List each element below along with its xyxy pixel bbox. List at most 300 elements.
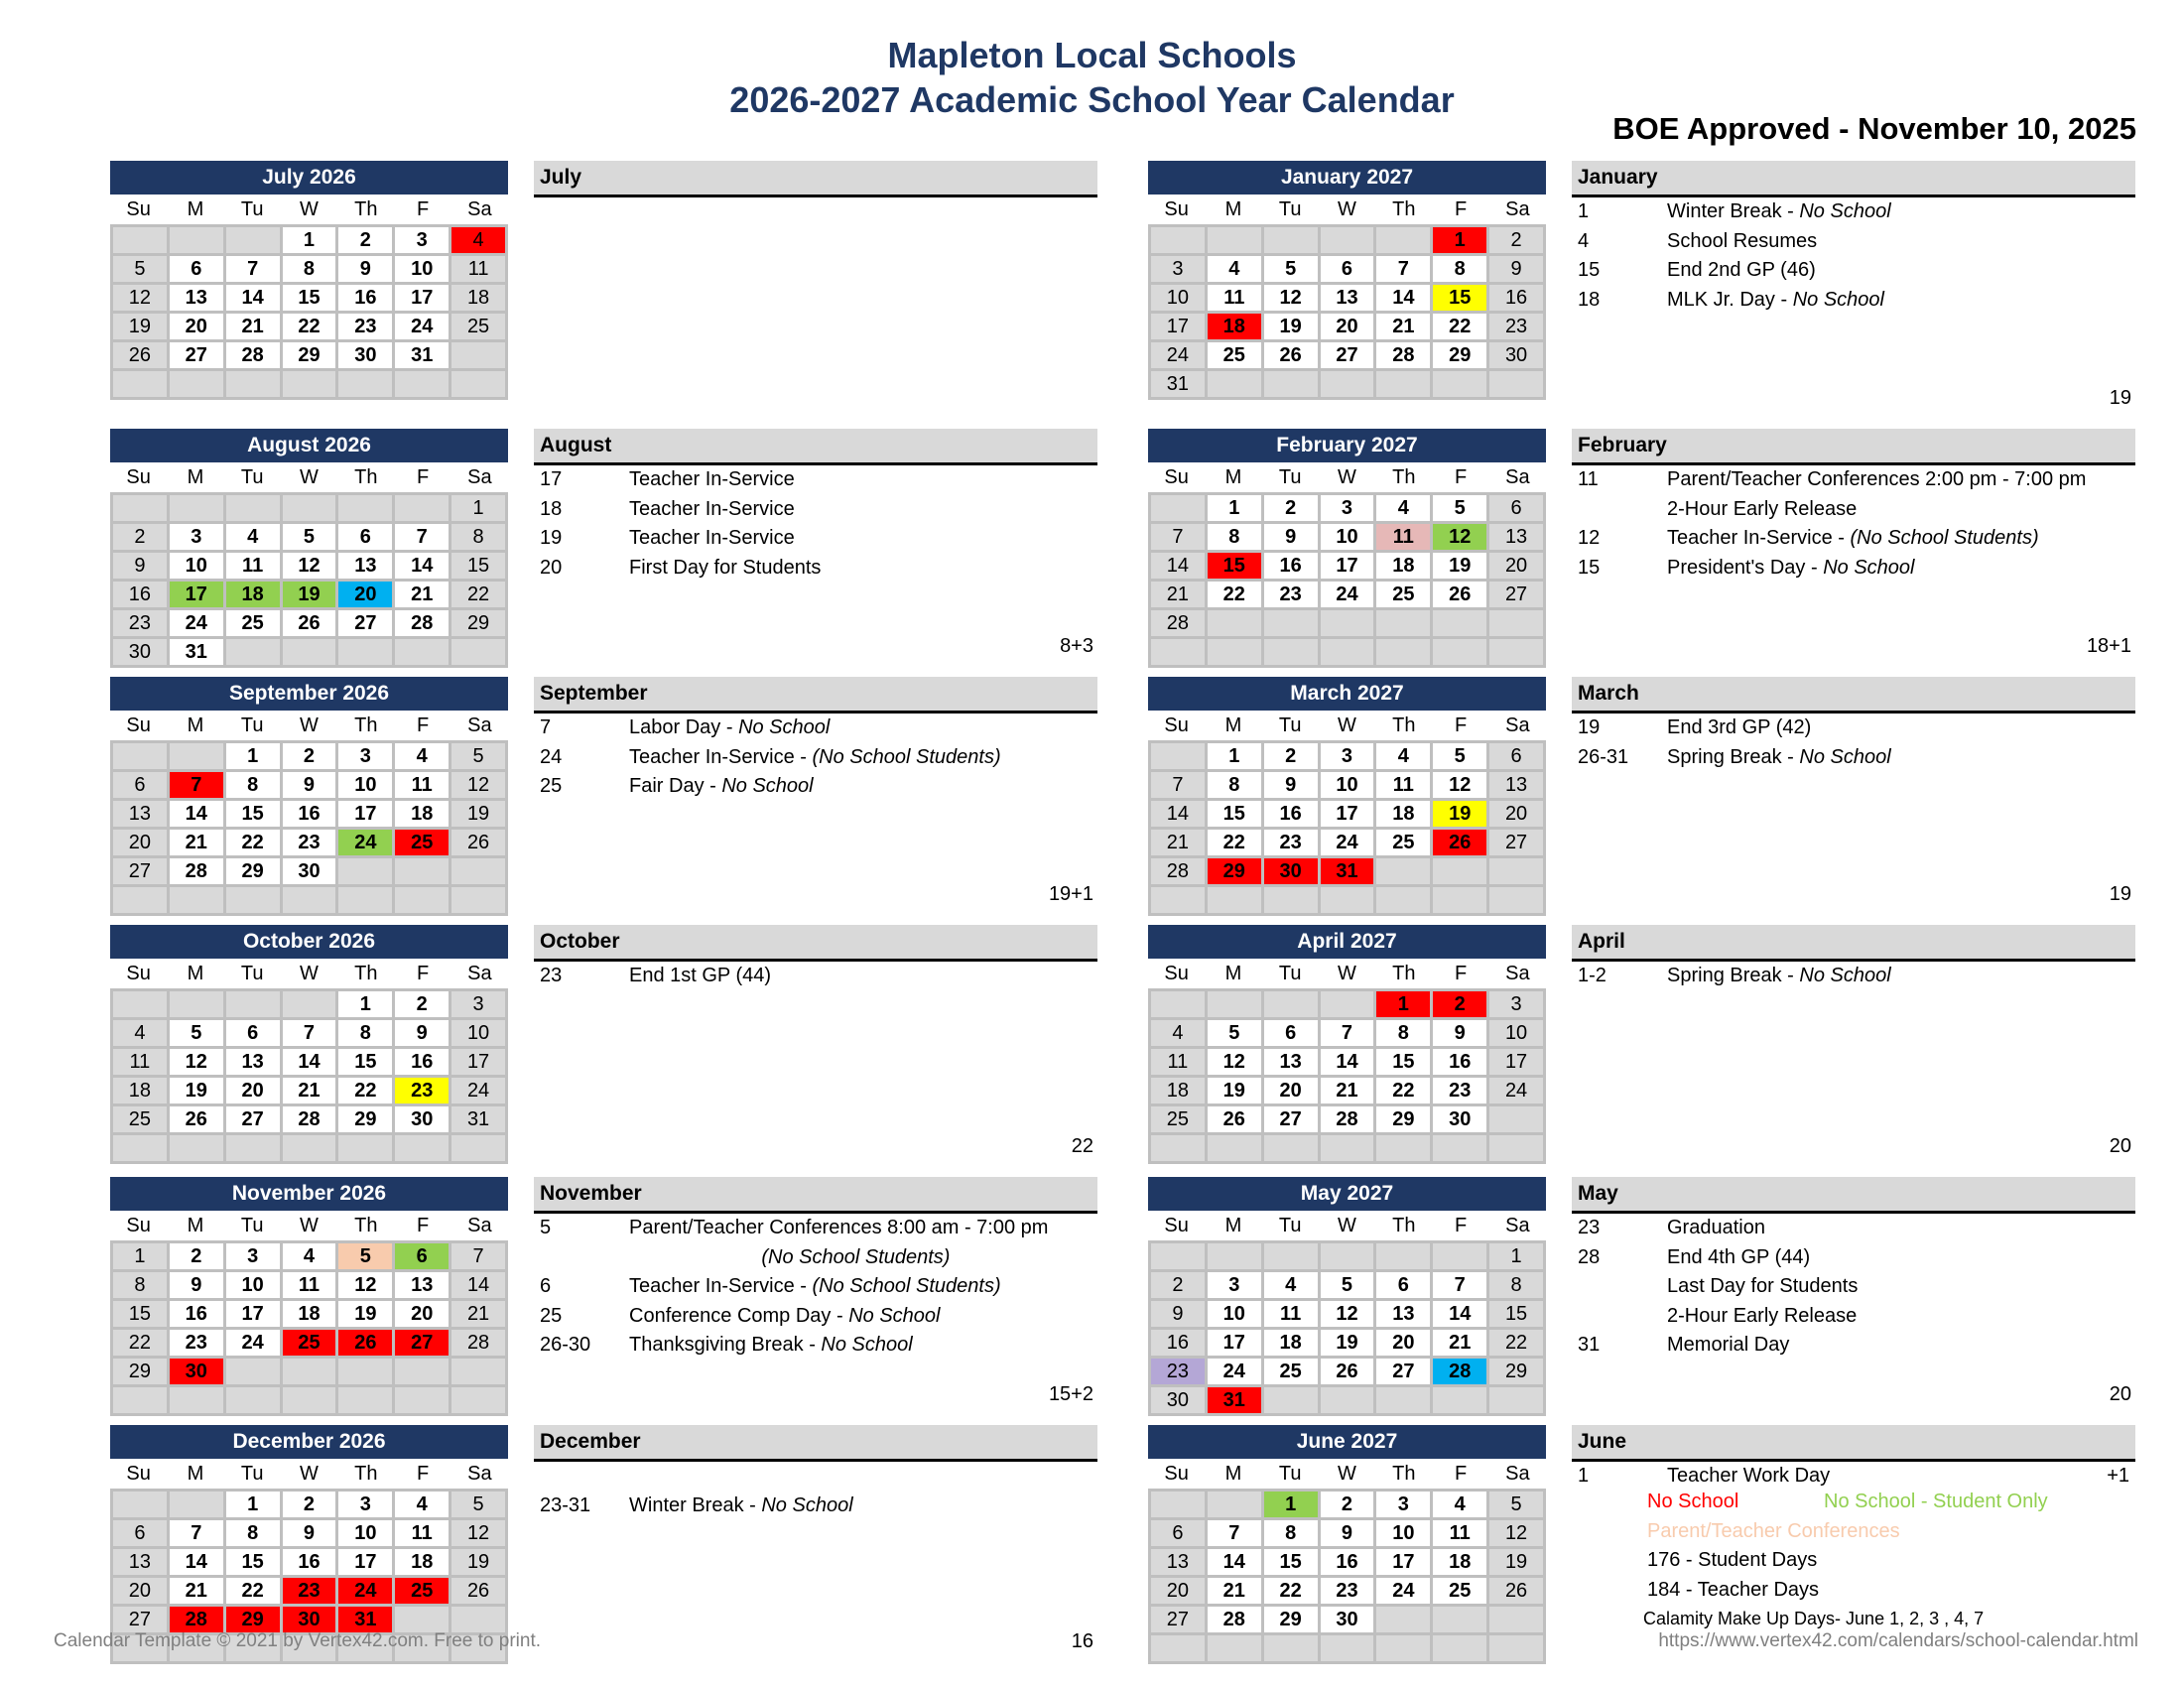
day-cell: 8 (1376, 1020, 1430, 1046)
day-cell: 6 (1376, 1272, 1430, 1298)
event-text (1667, 465, 2086, 495)
day-cell: 5 (1433, 743, 1486, 769)
day-cell: 10 (451, 1020, 505, 1046)
day-cell: 2 (283, 743, 336, 769)
day-cell: 27 (1489, 582, 1543, 607)
event-date: 7 (540, 716, 552, 738)
event-date: 4 (1578, 229, 1590, 252)
day-cell: 3 (1489, 991, 1543, 1017)
weekday-label: W (1338, 466, 1356, 488)
month-notes (534, 429, 1097, 583)
event-date: 12 (1578, 527, 1601, 549)
day-cell: 3 (338, 1492, 392, 1517)
day-cell: 3 (451, 991, 505, 1017)
weekday-label: F (416, 1463, 430, 1485)
event-label: Teacher In-Service (629, 468, 795, 490)
day-cell: 18 (1376, 553, 1430, 579)
event-note: No School (1799, 200, 1891, 222)
weekday-label: Sa (467, 963, 492, 984)
day-cell: 30 (1264, 858, 1318, 884)
weekday-label: Tu (1278, 1463, 1302, 1485)
day-cell: 30 (1489, 342, 1543, 368)
day-cell: 17 (1489, 1049, 1543, 1075)
day-grid (1148, 1240, 1546, 1416)
empty-cell (1433, 1387, 1486, 1413)
day-cell: 21 (283, 1078, 336, 1103)
event-date: 19 (540, 527, 563, 549)
day-cell: 22 (1208, 830, 1261, 855)
weekday-label: F (1454, 198, 1468, 220)
day-cell: 11 (451, 256, 505, 282)
event-label: School Resumes (1667, 229, 1818, 252)
weekday-label: Sa (1505, 1215, 1530, 1236)
month-calendar (1148, 1177, 1546, 1416)
weekday-label: Su (1164, 1215, 1189, 1236)
weekday-label: Su (1164, 466, 1189, 488)
day-cell: 7 (1208, 1520, 1261, 1546)
weekday-label: Sa (1505, 1463, 1530, 1485)
event-row (1572, 495, 2135, 525)
day-cell: 30 (283, 858, 336, 884)
month-notes (1572, 161, 2135, 315)
event-row (534, 1302, 1097, 1332)
day-cell: 7 (1151, 772, 1205, 798)
event-date: 26-30 (540, 1334, 591, 1356)
day-cell: 24 (1208, 1359, 1261, 1384)
weekday-label: F (416, 466, 430, 488)
day-cell: 23 (395, 1078, 449, 1103)
weekday-label: Tu (240, 714, 264, 736)
day-cell: 24 (338, 830, 392, 855)
weekday-label: Su (126, 466, 151, 488)
event-date: 23 (1578, 1217, 1601, 1238)
day-cell: 26 (113, 342, 167, 368)
approval-note: BOE Approved - November 10, 2025 (1612, 111, 2136, 146)
event-label: Graduation (1667, 1217, 1765, 1238)
weekday-label: Th (1392, 466, 1416, 488)
event-row (534, 1492, 1097, 1521)
day-cell: 9 (1489, 256, 1543, 282)
event-text (1667, 1331, 1789, 1361)
day-cell: 9 (1264, 524, 1318, 550)
day-cell: 20 (1376, 1330, 1430, 1356)
day-cell: 29 (338, 1106, 392, 1132)
empty-cell (170, 1492, 223, 1517)
day-cell: 29 (1433, 342, 1486, 368)
event-text (1667, 1214, 1765, 1243)
day-cell: 11 (395, 772, 449, 798)
day-cell: 9 (1433, 1020, 1486, 1046)
legend (1578, 1488, 2141, 1634)
day-cell: 25 (1376, 582, 1430, 607)
day-cell: 1 (1264, 1492, 1318, 1517)
empty-cell (1433, 1243, 1486, 1269)
event-text (1667, 227, 1817, 257)
day-cell: 23 (1321, 1578, 1374, 1604)
day-cell: 2 (113, 524, 167, 550)
day-cell: 6 (1264, 1020, 1318, 1046)
weekday-label: W (300, 714, 319, 736)
month-title: July 2026 (110, 161, 508, 195)
day-count: 19+1 (1048, 883, 1093, 905)
day-cell: 18 (451, 285, 505, 311)
empty-cell (395, 371, 449, 397)
day-cell: 9 (1151, 1301, 1205, 1327)
event-note: (No School Students) (812, 745, 1001, 768)
event-label: Winter Break - (629, 1493, 762, 1516)
empty-cell (1321, 227, 1374, 253)
day-cell: 22 (1433, 314, 1486, 339)
weekday-label: Sa (1505, 714, 1530, 736)
empty-cell (1264, 1243, 1318, 1269)
empty-cell (451, 887, 505, 913)
notes-title: March (1572, 677, 2135, 714)
event-row (1572, 1331, 2135, 1361)
weekday-label: M (1224, 714, 1242, 736)
empty-cell (113, 991, 167, 1017)
month-calendar (1148, 1425, 1546, 1664)
event-text (1667, 256, 1816, 286)
month-title: January 2027 (1148, 161, 1546, 195)
day-grid (1148, 740, 1546, 916)
day-cell: 10 (226, 1272, 280, 1298)
empty-cell (1208, 1243, 1261, 1269)
empty-cell (338, 371, 392, 397)
day-cell: 28 (1208, 1607, 1261, 1632)
weekday-label: W (300, 1215, 319, 1236)
day-cell: 15 (226, 1549, 280, 1575)
day-cell: 14 (1376, 285, 1430, 311)
empty-cell (1264, 1387, 1318, 1413)
day-cell: 31 (395, 342, 449, 368)
day-cell: 19 (283, 582, 336, 607)
event-text (1667, 962, 1891, 991)
event-date: 31 (1578, 1334, 1601, 1356)
empty-cell (1433, 887, 1486, 913)
legend-row-conf (1578, 1517, 2141, 1547)
day-cell: 2 (1151, 1272, 1205, 1298)
event-row (1572, 227, 2135, 257)
weekday-label: F (1454, 1215, 1468, 1236)
day-cell: 16 (338, 285, 392, 311)
day-cell: 25 (113, 1106, 167, 1132)
day-count: 18+1 (2086, 635, 2131, 657)
day-cell: 17 (338, 801, 392, 827)
day-cell: 23 (1264, 582, 1318, 607)
day-cell: 21 (1376, 314, 1430, 339)
day-cell: 20 (226, 1078, 280, 1103)
empty-cell (338, 887, 392, 913)
weekday-label: W (1338, 198, 1356, 220)
event-label: Winter Break - (1667, 200, 1800, 222)
day-cell: 26 (451, 830, 505, 855)
day-cell: 8 (113, 1272, 167, 1298)
month-title: September 2026 (110, 677, 508, 711)
empty-cell (395, 639, 449, 665)
day-cell: 1 (1208, 495, 1261, 521)
weekday-header (110, 711, 508, 740)
weekday-header (1148, 462, 1546, 492)
day-cell: 19 (1489, 1549, 1543, 1575)
day-cell: 21 (1321, 1078, 1374, 1103)
empty-cell (1433, 1135, 1486, 1161)
month-calendar (1148, 677, 1546, 916)
event-date: 17 (540, 468, 563, 490)
day-count: 20 (2109, 1135, 2131, 1157)
day-cell: 18 (1433, 1549, 1486, 1575)
day-cell: 16 (1151, 1330, 1205, 1356)
day-cell: 8 (1208, 524, 1261, 550)
day-cell: 7 (283, 1020, 336, 1046)
legend-row-student (1578, 1546, 2141, 1576)
day-cell: 2 (1264, 743, 1318, 769)
day-cell: 29 (226, 858, 280, 884)
footer-right[interactable]: https://www.vertex42.com/calendars/school-calendar.html (1658, 1630, 2138, 1651)
weekday-label: F (416, 963, 430, 984)
day-cell: 14 (451, 1272, 505, 1298)
event-label: Memorial Day (1667, 1334, 1790, 1356)
day-cell: 1 (338, 991, 392, 1017)
month-notes (534, 677, 1097, 802)
empty-cell (113, 887, 167, 913)
event-row (534, 1214, 1097, 1243)
empty-cell (1376, 887, 1430, 913)
day-cell: 24 (338, 1578, 392, 1604)
weekday-label: Su (1164, 714, 1189, 736)
day-cell: 16 (395, 1049, 449, 1075)
day-cell: 10 (1489, 1020, 1543, 1046)
event-row (1572, 465, 2135, 495)
page-title: Mapleton Local Schools (887, 35, 1297, 75)
empty-cell (170, 371, 223, 397)
empty-cell (170, 1135, 223, 1161)
day-cell: 30 (395, 1106, 449, 1132)
empty-cell (226, 227, 280, 253)
empty-cell (1264, 1635, 1318, 1661)
event-row (534, 1272, 1097, 1302)
day-cell: 28 (1321, 1106, 1374, 1132)
empty-cell (1433, 1607, 1486, 1632)
event-label: Last Day for Students (1667, 1275, 1859, 1297)
month-notes (1572, 677, 2135, 772)
day-cell: 22 (1208, 582, 1261, 607)
day-cell: 5 (451, 1492, 505, 1517)
empty-cell (451, 342, 505, 368)
weekday-label: F (1454, 714, 1468, 736)
day-cell: 19 (1208, 1078, 1261, 1103)
day-cell: 23 (1264, 830, 1318, 855)
day-cell: 21 (170, 830, 223, 855)
day-cell: 11 (1376, 772, 1430, 798)
day-cell: 28 (170, 1607, 223, 1632)
weekday-label: W (300, 963, 319, 984)
weekday-label: Th (354, 466, 378, 488)
event-date: 25 (540, 1304, 563, 1327)
empty-cell (1321, 639, 1374, 665)
empty-cell (395, 887, 449, 913)
day-cell: 15 (1208, 801, 1261, 827)
day-cell: 1 (1208, 743, 1261, 769)
empty-cell (1433, 610, 1486, 636)
day-cell: 8 (1208, 772, 1261, 798)
empty-cell (283, 371, 336, 397)
day-cell: 15 (1264, 1549, 1318, 1575)
day-cell: 13 (113, 1549, 167, 1575)
empty-cell (283, 1359, 336, 1384)
event-text (1667, 286, 1884, 316)
day-cell: 5 (338, 1243, 392, 1269)
weekday-header (110, 1459, 508, 1489)
day-cell: 17 (451, 1049, 505, 1075)
event-label: MLK Jr. Day - (1667, 288, 1793, 311)
day-cell: 12 (1208, 1049, 1261, 1075)
event-date: 1 (1578, 200, 1590, 222)
day-cell: 7 (1321, 1020, 1374, 1046)
event-note: No School (721, 775, 814, 797)
day-cell: 16 (1489, 285, 1543, 311)
day-cell: 23 (1151, 1359, 1205, 1384)
day-cell: 19 (338, 1301, 392, 1327)
day-cell: 8 (1264, 1520, 1318, 1546)
day-cell: 29 (1208, 858, 1261, 884)
weekday-label: Su (1164, 963, 1189, 984)
day-cell: 4 (1376, 495, 1430, 521)
empty-cell (338, 1387, 392, 1413)
day-cell: 24 (1321, 830, 1374, 855)
empty-cell (113, 371, 167, 397)
weekday-label: Sa (1505, 466, 1530, 488)
day-cell: 12 (338, 1272, 392, 1298)
event-note: No School (761, 1493, 853, 1516)
day-cell: 5 (1264, 256, 1318, 282)
day-cell: 30 (170, 1359, 223, 1384)
day-cell: 12 (1433, 524, 1486, 550)
day-cell: 20 (113, 830, 167, 855)
day-cell: 24 (1151, 342, 1205, 368)
day-cell: 21 (1151, 830, 1205, 855)
empty-cell (1208, 887, 1261, 913)
empty-cell (1264, 1135, 1318, 1161)
weekday-header (1148, 959, 1546, 988)
day-cell: 9 (1321, 1520, 1374, 1546)
day-cell: 12 (1321, 1301, 1374, 1327)
empty-cell (283, 495, 336, 521)
day-cell: 15 (1376, 1049, 1430, 1075)
day-cell: 2 (1321, 1492, 1374, 1517)
event-row (534, 1462, 1097, 1492)
day-cell: 19 (1321, 1330, 1374, 1356)
weekday-label: M (1224, 1215, 1242, 1236)
day-cell: 11 (1433, 1520, 1486, 1546)
event-row (1572, 554, 2135, 584)
event-row (1572, 1214, 2135, 1243)
empty-cell (1489, 639, 1543, 665)
event-date: 5 (540, 1217, 552, 1238)
day-cell: 5 (1489, 1492, 1543, 1517)
empty-cell (1208, 1492, 1261, 1517)
day-cell: 22 (283, 314, 336, 339)
day-cell: 17 (1208, 1330, 1261, 1356)
day-cell: 9 (170, 1272, 223, 1298)
event-date: 15 (1578, 556, 1601, 579)
weekday-label: Su (126, 714, 151, 736)
day-cell: 13 (395, 1272, 449, 1298)
event-date: 26-31 (1578, 745, 1629, 768)
event-note: No School (848, 1304, 941, 1327)
day-cell: 15 (283, 285, 336, 311)
weekday-label: Su (126, 198, 151, 220)
day-cell: 17 (338, 1549, 392, 1575)
day-cell: 13 (226, 1049, 280, 1075)
event-date: 25 (540, 775, 563, 797)
empty-cell (1264, 639, 1318, 665)
day-cell: 19 (451, 801, 505, 827)
day-cell: 2 (170, 1243, 223, 1269)
empty-cell (226, 371, 280, 397)
event-label: Thanksgiving Break - (629, 1334, 822, 1356)
day-cell: 9 (338, 256, 392, 282)
event-text (1667, 714, 1811, 743)
event-text (629, 714, 830, 743)
day-cell: 11 (1376, 524, 1430, 550)
empty-cell (113, 1387, 167, 1413)
event-row (1572, 1302, 2135, 1332)
empty-cell (1208, 610, 1261, 636)
day-cell: 4 (1208, 256, 1261, 282)
day-cell: 30 (1433, 1106, 1486, 1132)
day-cell: 5 (1208, 1020, 1261, 1046)
event-row (1572, 962, 2135, 991)
day-cell: 12 (1264, 285, 1318, 311)
event-text (1667, 524, 2039, 554)
day-cell: 6 (395, 1243, 449, 1269)
day-cell: 30 (338, 342, 392, 368)
day-cell: 3 (1376, 1492, 1430, 1517)
empty-cell (1264, 610, 1318, 636)
day-cell: 11 (226, 553, 280, 579)
empty-cell (1376, 639, 1430, 665)
day-cell: 16 (113, 582, 167, 607)
notes-title: January (1572, 161, 2135, 197)
weekday-label: M (1224, 1463, 1242, 1485)
empty-cell (451, 371, 505, 397)
empty-cell (1376, 610, 1430, 636)
event-row (1572, 714, 2135, 743)
empty-cell (226, 1135, 280, 1161)
event-text (629, 465, 795, 495)
weekday-header (1148, 1211, 1546, 1240)
day-cell: 13 (1321, 285, 1374, 311)
weekday-label: Su (1164, 1463, 1189, 1485)
day-cell: 14 (1208, 1549, 1261, 1575)
weekday-label: Tu (240, 963, 264, 984)
empty-cell (1151, 887, 1205, 913)
day-cell: 17 (226, 1301, 280, 1327)
day-cell: 8 (338, 1020, 392, 1046)
weekday-label: Th (1392, 963, 1416, 984)
day-cell: 26 (1321, 1359, 1374, 1384)
day-cell: 7 (170, 772, 223, 798)
event-label: Spring Break - (1667, 745, 1800, 768)
empty-cell (113, 743, 167, 769)
event-label: 2-Hour Early Release (1667, 1304, 1858, 1327)
day-cell: 12 (283, 553, 336, 579)
day-cell: 16 (283, 801, 336, 827)
day-cell: 3 (1321, 495, 1374, 521)
month-title: March 2027 (1148, 677, 1546, 711)
day-cell: 7 (1151, 524, 1205, 550)
event-date: 18 (1578, 288, 1601, 311)
